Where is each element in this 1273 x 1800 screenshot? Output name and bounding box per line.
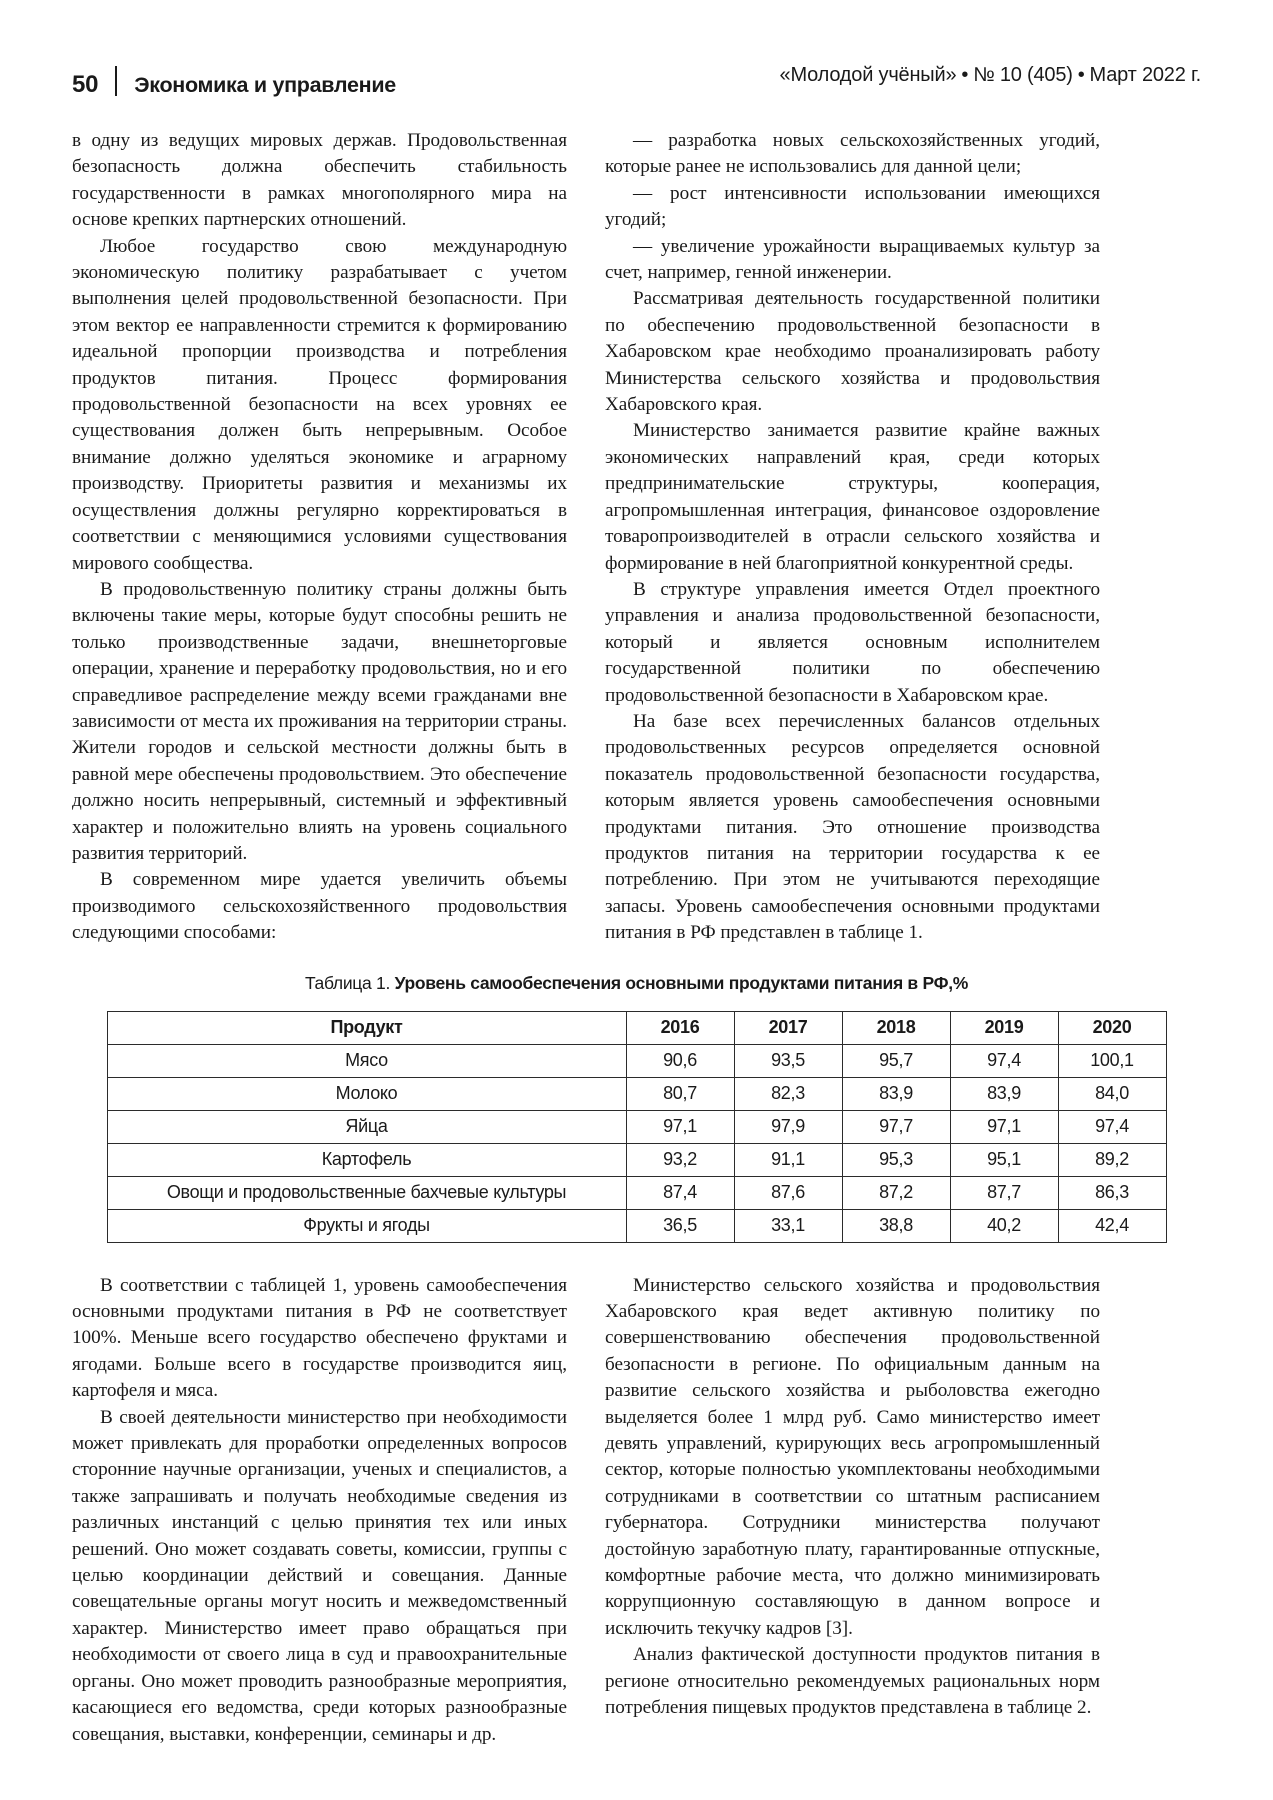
cell-value: 80,7 (626, 1077, 734, 1110)
cell-value: 95,3 (842, 1143, 950, 1176)
table-row (107, 1044, 1166, 1077)
column-header-2019: 2019 (950, 1011, 1058, 1044)
cell-product: Овощи и продовольственные бахчевые культуры (107, 1176, 626, 1209)
table-caption (72, 973, 1201, 994)
running-header-right (780, 65, 1201, 85)
cell-value: 38,8 (842, 1209, 950, 1242)
cell-product: Молоко (107, 1077, 626, 1110)
issue-number: № 10 (405) (973, 64, 1073, 86)
cell-value: 86,3 (1058, 1176, 1166, 1209)
journal-name: «Молодой учёный» (779, 64, 957, 86)
cell-product: Мясо (107, 1044, 626, 1077)
cell-value: 89,2 (1058, 1143, 1166, 1176)
cell-value: 36,5 (626, 1209, 734, 1242)
body-columns-top (72, 128, 1201, 947)
paragraph: Рассматривая деятельность государственной политики по обеспечению продовольственной безопасности в Хабаровском крае необходимо проанализировать работу Министерства сельского хозяйства и продовольствия Хабаровского края. (605, 288, 1100, 416)
issue-date: Март 2022 г. (1089, 64, 1201, 86)
running-header-left (72, 62, 396, 97)
column-header-2018: 2018 (842, 1011, 950, 1044)
cell-value: 97,7 (842, 1110, 950, 1143)
cell-value: 84,0 (1058, 1077, 1166, 1110)
right-column-top (605, 128, 1100, 947)
header-separator-1: • (961, 64, 969, 86)
column-header-2020: 2020 (1058, 1011, 1166, 1044)
self-sufficiency-table (107, 1011, 1167, 1243)
cell-product: Картофель (107, 1143, 626, 1176)
left-column-top (72, 128, 567, 947)
cell-value: 97,1 (626, 1110, 734, 1143)
table-row (107, 1176, 1166, 1209)
cell-value: 93,5 (734, 1044, 842, 1077)
left-column-bottom (72, 1273, 567, 1748)
cell-value: 83,9 (950, 1077, 1058, 1110)
cell-value: 83,9 (842, 1077, 950, 1110)
header-separator-2: • (1077, 64, 1085, 86)
cell-value: 87,7 (950, 1176, 1058, 1209)
paragraph: На базе всех перечисленных балансов отдельных продовольственных ресурсов определяется основной показатель продовольственной безопасности государства, которым является уровень самообеспечения основными продуктами питания. Это отношение производства продуктов питания на территории государства к ее потреблению. При этом не учитываются переходящие запасы. Уровень самообеспечения основными продуктами питания в РФ представлен в таблице 1. (605, 710, 1100, 944)
table-row (107, 1110, 1166, 1143)
cell-product: Яйца (107, 1110, 626, 1143)
cell-value: 100,1 (1058, 1044, 1166, 1077)
paragraph: В структуре управления имеется Отдел проектного управления и анализа продовольственной безопасности, который и является основным исполнителем государственной политики по обеспечению продовольственной безопасности в Хабаровском крае. (605, 578, 1100, 706)
list-item: — рост интенсивности использовании имеющихся угодий; (605, 182, 1100, 231)
column-header-2016: 2016 (626, 1011, 734, 1044)
table-1-block (72, 973, 1201, 1243)
list-item: — разработка новых сельскохозяйственных угодий, которые ранее не использовались для данной цели; (605, 130, 1100, 178)
cell-value: 93,2 (626, 1143, 734, 1176)
table-caption-title: Уровень самообеспечения основными продуктами питания в РФ,% (394, 972, 969, 993)
cell-value: 40,2 (950, 1209, 1058, 1242)
paragraph: В продовольственную политику страны должны быть включены такие меры, которые будут способны решить не только производственные задачи, внешнеторговые операции, хранение и переработку продовольствия, но и его справедливое распределение между всеми гражданами вне зависимости от места их проживания на территории страны. Жители городов и сельской местности должны быть в равной мере обеспечены продовольствием. Это обеспечение должно носить непрерывный, системный и эффективный характер и положительно влиять на уровень социального развития территорий. (72, 578, 567, 864)
paragraph: Анализ фактической доступности продуктов питания в регионе относительно рекомендуемых рациональных норм потребления пищевых продуктов представлена в таблице 2. (605, 1644, 1100, 1719)
paragraph: В соответствии с таблицей 1, уровень самообеспечения основными продуктами питания в РФ не соответствует 100%. Меньше всего государство обеспечено фруктами и ягодами. Больше всего в государстве производится яиц, картофеля и мяса. (72, 1274, 567, 1402)
cell-value: 97,1 (950, 1110, 1058, 1143)
cell-value: 97,9 (734, 1110, 842, 1143)
cell-value: 95,1 (950, 1143, 1058, 1176)
running-header (72, 62, 1201, 118)
cell-value: 82,3 (734, 1077, 842, 1110)
cell-value: 42,4 (1058, 1209, 1166, 1242)
right-column-bottom (605, 1273, 1100, 1748)
cell-value: 87,2 (842, 1176, 950, 1209)
cell-value: 91,1 (734, 1143, 842, 1176)
cell-value: 87,6 (734, 1176, 842, 1209)
section-title: Экономика и управление (134, 73, 396, 97)
cell-value: 97,4 (950, 1044, 1058, 1077)
paragraph: в одну из ведущих мировых держав. Продовольственная безопасность должна обеспечить стабильность государственности в рамках многополярного мира на основе крепких партнерских отношений. (72, 130, 567, 231)
cell-value: 87,4 (626, 1176, 734, 1209)
paragraph: Любое государство свою международную экономическую политику разрабатывает с учетом выполнения целей продовольственной безопасности. При этом вектор ее направленности стремится к формированию идеальной пропорции производства и потребления продуктов питания. Процесс формирования продовольственной безопасности на всех уровнях ее существования должен быть непрерывным. Особое внимание должно уделяться экономике и аграрному производству. Приоритеты развития и механизмы их осуществления должны регулярно корректироваться в соответствии с меняющимися условиями существования мирового сообщества. (72, 235, 567, 574)
table-row (107, 1077, 1166, 1110)
paragraph: Министерство сельского хозяйства и продовольствия Хабаровского края ведет активную политику по совершенствованию обеспечения продовольственной безопасности в регионе. По официальным данным на развитие сельского хозяйства и рыболовства ежегодно выделяется более 1 млрд руб. Само министерство имеет девять управлений, курирующих весь агропромышленный сектор, которые полностью укомплектованы необходимыми сотрудниками в соответствии со штатным расписанием губернатора. Сотрудники министерства получают достойную заработную плату, гарантированные отпускные, комфортные рабочие места, что должно минимизировать коррупционную составляющую в данном вопросе и исключить текучку кадров [3]. (605, 1274, 1100, 1639)
table-caption-label: Таблица 1. (304, 972, 395, 993)
column-header-product: Продукт (107, 1011, 626, 1044)
column-header-2017: 2017 (734, 1011, 842, 1044)
header-divider-rule (115, 66, 117, 96)
cell-value: 97,4 (1058, 1110, 1166, 1143)
table-row (107, 1209, 1166, 1242)
body-columns-bottom (72, 1273, 1201, 1748)
table-header-row (107, 1011, 1166, 1044)
cell-product: Фрукты и ягоды (107, 1209, 626, 1242)
paragraph: В современном мире удается увеличить объемы производимого сельскохозяйственного продовольствия следующими способами: (72, 869, 567, 944)
page-number: 50 (72, 71, 99, 98)
cell-value: 95,7 (842, 1044, 950, 1077)
cell-value: 33,1 (734, 1209, 842, 1242)
list-item: — увеличение урожайности выращиваемых культур за счет, например, генной инженерии. (605, 235, 1100, 284)
table-row (107, 1143, 1166, 1176)
paragraph: В своей деятельности министерство при необходимости может привлекать для проработки определенных вопросов сторонние научные организации, ученых и специалистов, а также запрашивать и получать необходимые сведения из различных инстанций с целью принятия тех или иных решений. Оно может создавать советы, комиссии, группы с целью координации действий и совещания. Данные совещательные органы могут носить и межведомственный характер. Министерство имеет право обращаться при необходимости от своего лица в суд и правоохранительные органы. Оно может проводить разнообразные мероприятия, касающиеся его ведомства, среди которых разнообразные совещания, выставки, конференции, семинары и др. (72, 1406, 567, 1745)
paragraph: Министерство занимается развитие крайне важных экономических направлений края, среди которых предпринимательские структуры, кооперация, агропромышленная интеграция, финансовое оздоровление товаропроизводителей в отрасли сельского хозяйства и формирование в ней благоприятной конкурентной среды. (605, 420, 1100, 574)
cell-value: 90,6 (626, 1044, 734, 1077)
